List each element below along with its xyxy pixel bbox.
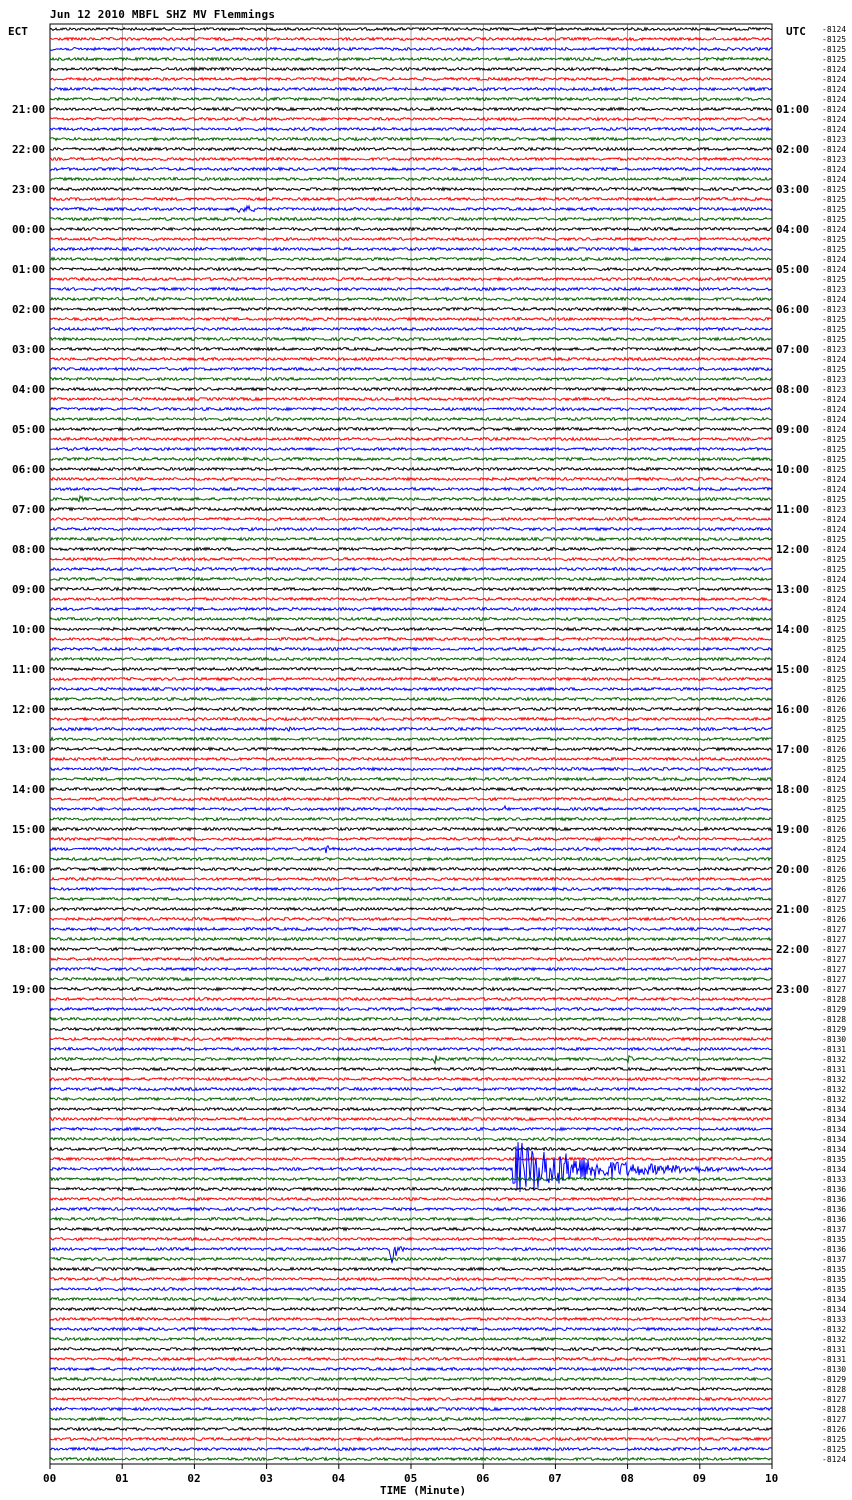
- trace-value-label: -8130: [822, 1365, 847, 1374]
- trace-value-label: -8132: [822, 1055, 847, 1064]
- left-hour-label: 18:00: [12, 943, 46, 956]
- trace-value-label: -8135: [822, 1275, 847, 1284]
- right-hour-label: 01:00: [776, 103, 810, 116]
- trace-value-label: -8136: [822, 1205, 847, 1214]
- trace-value-label: -8136: [822, 1215, 847, 1224]
- right-hour-label: 15:00: [776, 663, 810, 676]
- trace-value-label: -8126: [822, 865, 847, 874]
- trace-value-label: -8137: [822, 1255, 847, 1264]
- x-tick-label: 06: [476, 1472, 490, 1485]
- trace-value-label: -8124: [822, 1455, 847, 1464]
- trace-value-label: -8132: [822, 1325, 847, 1334]
- trace-value-label: -8125: [822, 245, 847, 254]
- trace-value-label: -8124: [822, 105, 847, 114]
- trace-value-label: -8125: [822, 1445, 847, 1454]
- trace-value-label: -8125: [822, 645, 847, 654]
- trace-value-label: -8129: [822, 1005, 847, 1014]
- trace-value-label: -8125: [822, 315, 847, 324]
- right-hour-label: 12:00: [776, 543, 810, 556]
- trace-value-label: -8125: [822, 35, 847, 44]
- trace-value-label: -8125: [822, 675, 847, 684]
- trace-value-label: -8124: [822, 595, 847, 604]
- trace-value-label: -8134: [822, 1105, 847, 1114]
- left-hour-label: 08:00: [12, 543, 46, 556]
- trace-value-label: -8129: [822, 1025, 847, 1034]
- trace-value-label: -8125: [822, 205, 847, 214]
- trace-value-label: -8125: [822, 325, 847, 334]
- trace-value-label: -8132: [822, 1095, 847, 1104]
- trace-value-label: -8125: [822, 275, 847, 284]
- trace-value-label: -8125: [822, 725, 847, 734]
- trace-value-label: -8125: [822, 685, 847, 694]
- trace-value-label: -8125: [822, 815, 847, 824]
- right-hour-label: 22:00: [776, 943, 810, 956]
- right-axis-label: UTC: [786, 25, 806, 38]
- trace-value-label: -8125: [822, 735, 847, 744]
- left-hour-label: 10:00: [12, 623, 46, 636]
- trace-value-label: -8134: [822, 1135, 847, 1144]
- trace-value-label: -8123: [822, 375, 847, 384]
- trace-value-label: -8124: [822, 515, 847, 524]
- x-axis-title: TIME (Minute): [380, 1484, 467, 1497]
- x-axis-ticks: [43, 1464, 778, 1485]
- right-hour-label: 04:00: [776, 223, 810, 236]
- left-hour-label: 01:00: [12, 263, 46, 276]
- trace-value-labels: [822, 25, 846, 1464]
- trace-value-label: -8123: [822, 305, 847, 314]
- trace-value-label: -8131: [822, 1045, 847, 1054]
- trace-value-label: -8125: [822, 875, 847, 884]
- left-hour-label: 17:00: [12, 903, 46, 916]
- trace-value-label: -8124: [822, 395, 847, 404]
- trace-value-label: -8125: [822, 555, 847, 564]
- right-hour-label: 08:00: [776, 383, 810, 396]
- trace-value-label: -8126: [822, 1425, 847, 1434]
- trace-value-label: -8125: [822, 855, 847, 864]
- x-tick-label: 07: [548, 1472, 562, 1485]
- trace-value-label: -8124: [822, 475, 847, 484]
- trace-value-label: -8135: [822, 1265, 847, 1274]
- trace-value-label: -8125: [822, 215, 847, 224]
- x-tick-label: 09: [692, 1472, 707, 1485]
- trace-value-label: -8125: [822, 465, 847, 474]
- trace-value-label: -8124: [822, 605, 847, 614]
- right-hour-label: 10:00: [776, 463, 810, 476]
- trace-value-label: -8132: [822, 1085, 847, 1094]
- trace-value-label: -8125: [822, 495, 847, 504]
- right-hour-labels: [776, 103, 809, 996]
- trace-value-label: -8123: [822, 155, 847, 164]
- x-tick-label: 00: [43, 1472, 57, 1485]
- trace-value-label: -8125: [822, 445, 847, 454]
- left-hour-label: 06:00: [12, 463, 46, 476]
- trace-value-label: -8124: [822, 255, 847, 264]
- right-hour-label: 19:00: [776, 823, 810, 836]
- right-hour-label: 05:00: [776, 263, 810, 276]
- x-tick-label: 05: [404, 1472, 418, 1485]
- trace-value-label: -8134: [822, 1125, 847, 1134]
- right-hour-label: 18:00: [776, 783, 810, 796]
- trace-value-label: -8135: [822, 1155, 847, 1164]
- trace-value-label: -8125: [822, 785, 847, 794]
- trace-value-label: -8125: [822, 715, 847, 724]
- left-hour-label: 03:00: [12, 343, 46, 356]
- trace-value-label: -8131: [822, 1065, 847, 1074]
- trace-value-label: -8124: [822, 115, 847, 124]
- left-hour-label: 02:00: [12, 303, 46, 316]
- right-hour-label: 09:00: [776, 423, 810, 436]
- trace-value-label: -8136: [822, 1195, 847, 1204]
- trace-value-label: -8133: [822, 1175, 847, 1184]
- left-hour-label: 04:00: [12, 383, 46, 396]
- trace-value-label: -8125: [822, 565, 847, 574]
- trace-value-label: -8126: [822, 825, 847, 834]
- left-hour-label: 22:00: [12, 143, 46, 156]
- right-hour-label: 13:00: [776, 583, 810, 596]
- trace-value-label: -8124: [822, 575, 847, 584]
- trace-value-label: -8124: [822, 485, 847, 494]
- trace-value-label: -8124: [822, 425, 847, 434]
- trace-value-label: -8129: [822, 1375, 847, 1384]
- trace-value-label: -8134: [822, 1145, 847, 1154]
- chart-title: Jun 12 2010 MBFL SHZ MV Flemmings: [50, 8, 276, 21]
- trace-value-label: -8123: [822, 135, 847, 144]
- trace-value-label: -8135: [822, 1285, 847, 1294]
- left-hour-label: 14:00: [12, 783, 46, 796]
- x-tick-label: 02: [187, 1472, 201, 1485]
- left-hour-label: 16:00: [12, 863, 46, 876]
- trace-value-label: -8125: [822, 905, 847, 914]
- trace-value-label: -8124: [822, 145, 847, 154]
- trace-value-label: -8124: [822, 75, 847, 84]
- trace-value-label: -8124: [822, 845, 847, 854]
- trace-value-label: -8124: [822, 355, 847, 364]
- x-tick-label: 03: [259, 1472, 273, 1485]
- trace-value-label: -8125: [822, 195, 847, 204]
- x-tick-label: 01: [115, 1472, 129, 1485]
- trace-value-label: -8124: [822, 655, 847, 664]
- left-hour-label: 07:00: [12, 503, 46, 516]
- trace-value-label: -8123: [822, 505, 847, 514]
- trace-value-label: -8124: [822, 95, 847, 104]
- right-hour-label: 16:00: [776, 703, 810, 716]
- trace-value-label: -8134: [822, 1165, 847, 1174]
- trace-value-label: -8124: [822, 415, 847, 424]
- trace-value-label: -8125: [822, 635, 847, 644]
- trace-value-label: -8127: [822, 965, 847, 974]
- trace-value-label: -8134: [822, 1115, 847, 1124]
- trace-value-label: -8135: [822, 1235, 847, 1244]
- trace-value-label: -8131: [822, 1345, 847, 1354]
- trace-value-label: -8125: [822, 455, 847, 464]
- trace-value-label: -8126: [822, 705, 847, 714]
- trace-value-label: -8127: [822, 935, 847, 944]
- trace-value-label: -8136: [822, 1185, 847, 1194]
- right-hour-label: 20:00: [776, 863, 810, 876]
- trace-value-label: -8124: [822, 775, 847, 784]
- trace-value-label: -8125: [822, 535, 847, 544]
- x-tick-label: 10: [765, 1472, 779, 1485]
- trace-value-label: -8127: [822, 895, 847, 904]
- trace-value-label: -8126: [822, 915, 847, 924]
- right-hour-label: 11:00: [776, 503, 810, 516]
- trace-value-label: -8124: [822, 405, 847, 414]
- trace-value-label: -8127: [822, 925, 847, 934]
- trace-value-label: -8132: [822, 1075, 847, 1084]
- trace-value-label: -8127: [822, 975, 847, 984]
- trace-value-label: -8124: [822, 175, 847, 184]
- trace-value-label: -8125: [822, 435, 847, 444]
- right-hour-label: 23:00: [776, 983, 810, 996]
- x-tick-label: 04: [331, 1472, 346, 1485]
- left-hour-label: 23:00: [12, 183, 46, 196]
- right-hour-label: 07:00: [776, 343, 810, 356]
- trace-value-label: -8125: [822, 795, 847, 804]
- trace-value-label: -8124: [822, 125, 847, 134]
- left-hour-label: 21:00: [12, 103, 46, 116]
- left-hour-labels: [12, 103, 45, 996]
- trace-value-label: -8124: [822, 265, 847, 274]
- trace-value-label: -8127: [822, 985, 847, 994]
- trace-value-label: -8124: [822, 165, 847, 174]
- trace-value-label: -8126: [822, 885, 847, 894]
- trace-value-label: -8124: [822, 85, 847, 94]
- right-hour-label: 14:00: [776, 623, 810, 636]
- trace-value-label: -8125: [822, 765, 847, 774]
- trace-value-label: -8126: [822, 695, 847, 704]
- right-hour-label: 03:00: [776, 183, 810, 196]
- trace-value-label: -8125: [822, 615, 847, 624]
- right-hour-label: 17:00: [776, 743, 810, 756]
- right-hour-label: 06:00: [776, 303, 810, 316]
- left-hour-label: 19:00: [12, 983, 46, 996]
- trace-value-label: -8134: [822, 1295, 847, 1304]
- trace-value-label: -8124: [822, 25, 847, 34]
- trace-value-label: -8136: [822, 1245, 847, 1254]
- trace-value-label: -8128: [822, 1385, 847, 1394]
- left-hour-label: 15:00: [12, 823, 46, 836]
- x-tick-label: 08: [620, 1472, 634, 1485]
- trace-value-label: -8126: [822, 745, 847, 754]
- trace-value-label: -8125: [822, 335, 847, 344]
- left-hour-label: 11:00: [12, 663, 46, 676]
- trace-value-label: -8125: [822, 625, 847, 634]
- trace-value-label: -8125: [822, 45, 847, 54]
- trace-value-label: -8125: [822, 235, 847, 244]
- left-hour-label: 13:00: [12, 743, 46, 756]
- left-hour-label: 00:00: [12, 223, 46, 236]
- trace-value-label: -8133: [822, 1315, 847, 1324]
- right-hour-label: 21:00: [776, 903, 810, 916]
- trace-value-label: -8128: [822, 1405, 847, 1414]
- trace-value-label: -8124: [822, 295, 847, 304]
- trace-value-label: -8125: [822, 365, 847, 374]
- trace-value-label: -8124: [822, 525, 847, 534]
- trace-value-label: -8125: [822, 185, 847, 194]
- left-axis-label: ECT: [8, 25, 28, 38]
- trace-value-label: -8134: [822, 1305, 847, 1314]
- trace-value-label: -8131: [822, 1355, 847, 1364]
- trace-value-label: -8137: [822, 1225, 847, 1234]
- left-hour-label: 05:00: [12, 423, 46, 436]
- trace-value-label: -8132: [822, 1335, 847, 1344]
- trace-value-label: -8124: [822, 545, 847, 554]
- trace-value-label: -8125: [822, 585, 847, 594]
- trace-value-label: -8125: [822, 835, 847, 844]
- trace-value-label: -8127: [822, 945, 847, 954]
- trace-value-label: -8127: [822, 955, 847, 964]
- trace-value-label: -8127: [822, 1395, 847, 1404]
- trace-value-label: -8125: [822, 1435, 847, 1444]
- trace-value-label: -8125: [822, 755, 847, 764]
- trace-value-label: -8127: [822, 1415, 847, 1424]
- left-hour-label: 09:00: [12, 583, 46, 596]
- trace-value-label: -8123: [822, 385, 847, 394]
- trace-value-label: -8130: [822, 1035, 847, 1044]
- trace-value-label: -8123: [822, 345, 847, 354]
- left-hour-label: 12:00: [12, 703, 46, 716]
- trace-value-label: -8125: [822, 55, 847, 64]
- trace-value-label: -8125: [822, 805, 847, 814]
- trace-value-label: -8125: [822, 665, 847, 674]
- trace-value-label: -8123: [822, 285, 847, 294]
- trace-value-label: -8128: [822, 1015, 847, 1024]
- trace-value-label: -8124: [822, 225, 847, 234]
- trace-value-label: -8124: [822, 65, 847, 74]
- trace-value-label: -8128: [822, 995, 847, 1004]
- right-hour-label: 02:00: [776, 143, 810, 156]
